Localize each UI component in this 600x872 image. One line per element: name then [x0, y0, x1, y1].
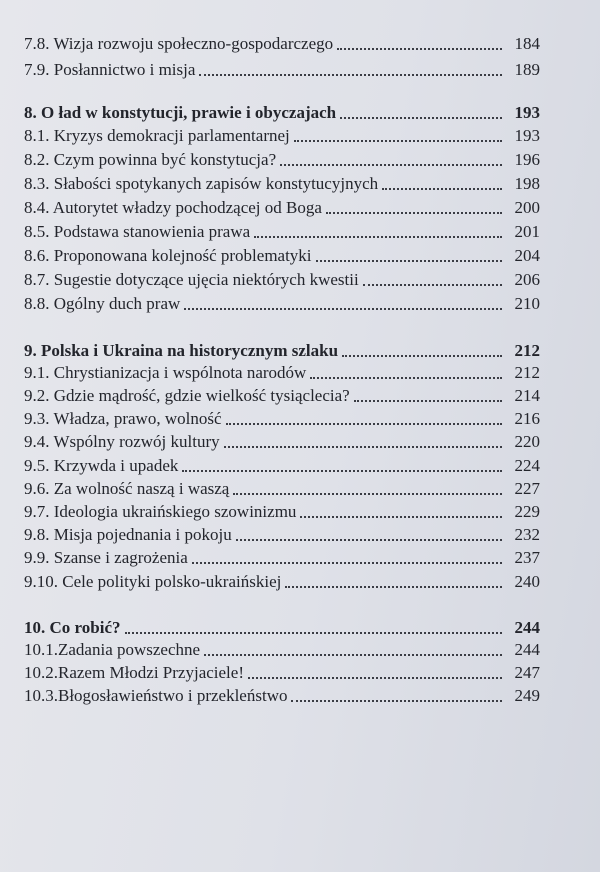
toc-entry-7-9 [24, 59, 540, 81]
toc-entry-9-10 [24, 571, 540, 593]
toc-page-number: 210 [514, 294, 540, 313]
toc-entry-9-8 [24, 524, 540, 546]
toc-entry-label: 8.4. Autorytet władzy pochodzącej od Boga [24, 198, 322, 217]
toc-page-number: 229 [514, 502, 540, 521]
toc-chapter-8 [24, 102, 540, 124]
chapter-title: 8. O ład w konstytucji, prawie i obyczajach [24, 103, 337, 122]
toc-page-number: 184 [514, 34, 540, 53]
toc-entry-label: 8.5. Podstawa stanowienia prawa [24, 222, 251, 241]
toc-entry-8-6 [24, 245, 540, 267]
toc-entry-9-1 [24, 362, 540, 384]
toc-entry-9-4 [24, 431, 540, 453]
toc-entry-10-2 [24, 662, 540, 684]
toc-page-number: 212 [514, 341, 540, 360]
toc-entry-9-5 [24, 455, 540, 477]
toc-page-number: 227 [514, 479, 540, 498]
toc-page-number: 214 [514, 386, 540, 405]
toc-page-number: 247 [514, 663, 540, 682]
toc-page-number: 249 [514, 686, 540, 705]
toc-entry-label: 10.2.Razem Młodzi Przyjaciele! [24, 663, 244, 682]
toc-page-number: 220 [514, 432, 540, 451]
toc-page-number: 237 [514, 548, 540, 567]
toc-page-number: 201 [514, 222, 540, 241]
leader-dots [300, 516, 502, 518]
leader-dots [192, 562, 502, 564]
toc-entry-label: 8.7. Sugestie dotyczące ujęcia niektórych kwestii [24, 270, 359, 289]
chapter-title: 9. Polska i Ukraina na historycznym szlaku [24, 341, 339, 360]
leader-dots [285, 586, 502, 588]
leader-dots [340, 117, 502, 119]
toc-entry-label: 8.1. Kryzys demokracji parlamentarnej [24, 126, 290, 145]
toc-page-number: 244 [514, 640, 540, 659]
toc-entry-8-4 [24, 197, 540, 219]
toc-entry-label: 10.1.Zadania powszechne [24, 640, 201, 659]
toc-entry-8-8 [24, 293, 540, 315]
toc-entry-label: 8.3. Słabości spotykanych zapisów konstytucyjnych [24, 174, 379, 193]
toc-entry-label: 10.3.Błogosławieństwo i przekleństwo [24, 686, 288, 705]
leader-dots [182, 470, 502, 472]
leader-dots [254, 236, 502, 238]
toc-entry-label: 9.8. Misja pojednania i pokoju [24, 525, 232, 544]
toc-page-number: 200 [514, 198, 540, 217]
toc-entry-10-3 [24, 685, 540, 707]
toc-chapter-9 [24, 340, 540, 362]
toc-entry-label: 9.5. Krzywda i upadek [24, 456, 179, 475]
leader-dots [199, 74, 502, 76]
toc-entry-label: 8.6. Proponowana kolejność problematyki [24, 246, 312, 265]
leader-dots [248, 677, 502, 679]
toc-entry-7-8 [24, 33, 540, 55]
leader-dots [316, 260, 502, 262]
leader-dots [294, 140, 502, 142]
toc-chapter-10 [24, 617, 540, 639]
toc-page-number: 189 [514, 60, 540, 79]
toc-entry-8-5 [24, 221, 540, 243]
toc-entry-8-1 [24, 125, 540, 147]
toc-entry-label: 8.2. Czym powinna być konstytucja? [24, 150, 277, 169]
toc-page-number: 193 [514, 126, 540, 145]
leader-dots [236, 539, 502, 541]
toc-entry-label: 9.6. Za wolność naszą i waszą [24, 479, 230, 498]
toc-entry-label: 9.4. Wspólny rozwój kultury [24, 432, 220, 451]
toc-entry-label: 9.1. Chrystianizacja i wspólnota narodów [24, 363, 307, 382]
toc-entry-9-2 [24, 385, 540, 407]
leader-dots [363, 284, 502, 286]
toc-entry-9-3 [24, 408, 540, 430]
leader-dots [184, 308, 502, 310]
leader-dots [233, 493, 502, 495]
leader-dots [226, 423, 503, 425]
leader-dots [354, 400, 502, 402]
toc-page-number: 198 [514, 174, 540, 193]
toc-page-number: 244 [514, 618, 540, 637]
toc-entry-9-9 [24, 547, 540, 569]
toc-page-number: 232 [514, 525, 540, 544]
leader-dots [342, 355, 502, 357]
toc-entry-label: 8.8. Ogólny duch praw [24, 294, 181, 313]
leader-dots [382, 188, 502, 190]
toc-entry-9-7 [24, 501, 540, 523]
leader-dots [125, 632, 503, 634]
toc-entry-label: 9.2. Gdzie mądrość, gdzie wielkość tysiąclecia? [24, 386, 350, 405]
toc-page-number: 193 [514, 103, 540, 122]
leader-dots [326, 212, 502, 214]
toc-page-number: 212 [514, 363, 540, 382]
toc-page-number: 240 [514, 572, 540, 591]
toc-page-number: 216 [514, 409, 540, 428]
toc-entry-10-1 [24, 639, 540, 661]
chapter-title: 10. Co robić? [24, 618, 121, 637]
toc-page-number: 224 [514, 456, 540, 475]
leader-dots [224, 446, 502, 448]
toc-entry-label: 9.9. Szanse i zagrożenia [24, 548, 188, 567]
toc-entry-8-2 [24, 149, 540, 171]
toc-page-number: 196 [514, 150, 540, 169]
leader-dots [337, 48, 502, 50]
leader-dots [280, 164, 502, 166]
leader-dots [291, 700, 502, 702]
toc-entry-9-6 [24, 478, 540, 500]
toc-page-number: 204 [514, 246, 540, 265]
toc-entry-label: 9.10. Cele polityki polsko-ukraińskiej [24, 572, 282, 591]
leader-dots [204, 654, 502, 656]
toc-entry-8-3 [24, 173, 540, 195]
toc-entry-8-7 [24, 269, 540, 291]
toc-entry-label: 7.8. Wizja rozwoju społeczno-gospodarczego [24, 34, 334, 53]
toc-entry-label: 7.9. Posłannictwo i misja [24, 60, 196, 79]
toc-entry-label: 9.7. Ideologia ukraińskiego szowinizmu [24, 502, 297, 521]
leader-dots [310, 377, 502, 379]
toc-entry-label: 9.3. Władza, prawo, wolność [24, 409, 222, 428]
toc-page-number: 206 [514, 270, 540, 289]
